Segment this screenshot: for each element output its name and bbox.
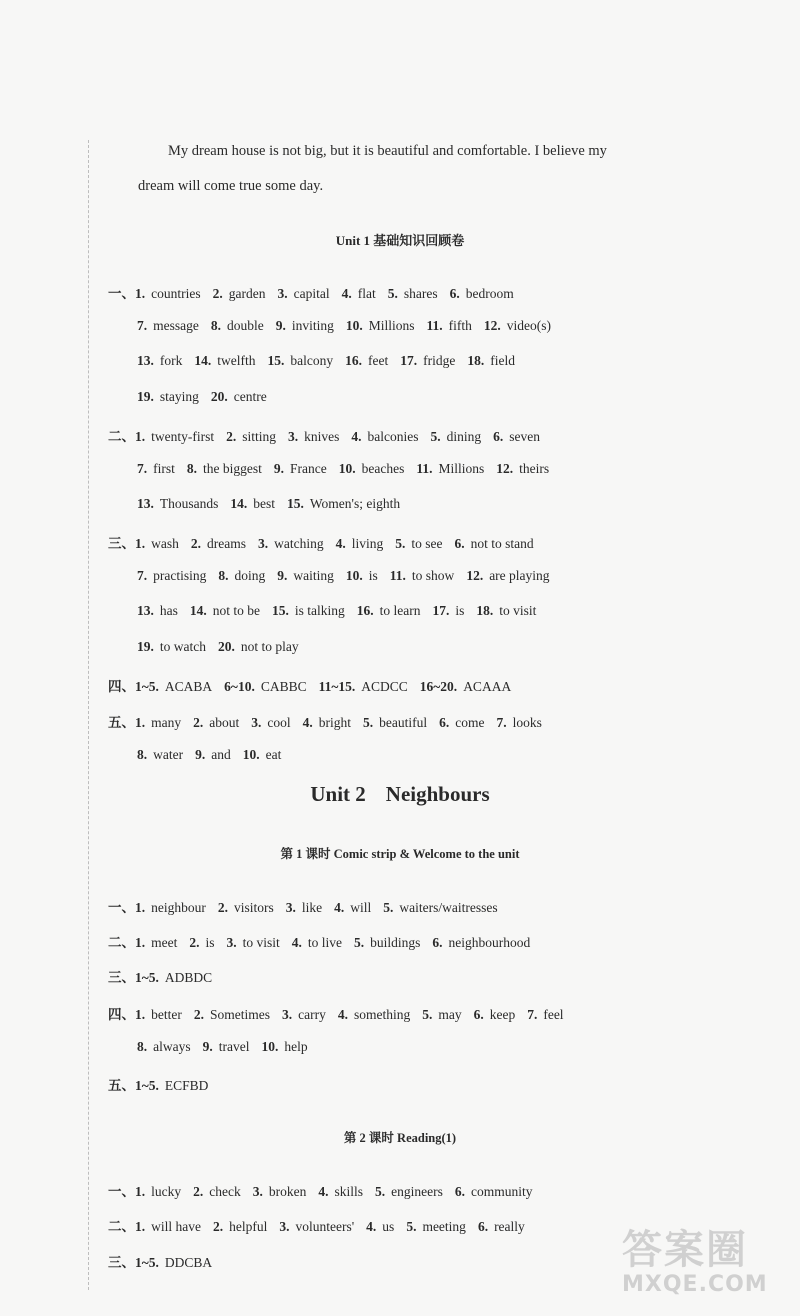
answer-line: [137, 568, 550, 584]
answer-text: not to play: [240, 638, 299, 654]
question-number: 6.: [473, 1007, 484, 1022]
answer-text: staying: [159, 388, 199, 404]
question-number: 1.: [135, 935, 146, 950]
question-number: 9.: [275, 317, 286, 333]
answer-line: [108, 425, 540, 445]
question-number: 1~5.: [135, 970, 159, 985]
answer-line: [108, 282, 514, 302]
section-number: 四、: [108, 1007, 135, 1022]
answer-text: fridge: [423, 353, 456, 368]
question-number: 1.: [135, 536, 146, 551]
question-number: 13.: [137, 353, 154, 368]
section-number: 二、: [108, 1219, 135, 1234]
answer-text: shares: [403, 286, 438, 301]
answer-line: [108, 896, 498, 916]
question-number: 3.: [277, 286, 288, 301]
question-number: 7.: [137, 460, 148, 476]
question-number: 11.: [426, 317, 443, 333]
question-number: 1~5.: [135, 1078, 159, 1093]
question-number: 4.: [366, 1219, 377, 1234]
question-number: 15.: [267, 353, 285, 368]
question-number: 6.: [432, 935, 443, 950]
answer-text: theirs: [519, 460, 550, 476]
answer-text: the biggest: [203, 460, 262, 476]
answer-text: video(s): [506, 317, 552, 333]
question-number: 9.: [273, 460, 284, 476]
answer-text: like: [301, 900, 323, 915]
question-number: 9.: [195, 746, 206, 762]
answer-text: sitting: [242, 429, 277, 444]
answer-text: field: [490, 353, 515, 368]
answer-text: fifth: [448, 317, 472, 333]
answer-text: to live: [307, 935, 343, 950]
answer-text: fork: [159, 353, 183, 368]
section-number: 三、: [108, 536, 135, 551]
watermark-url: MXQE.COM: [622, 1272, 768, 1297]
question-number: 1.: [135, 715, 146, 730]
question-number: 8.: [137, 1038, 148, 1054]
question-number: 9.: [202, 1038, 213, 1054]
answer-text: broken: [268, 1184, 307, 1199]
question-number: 10.: [338, 460, 356, 476]
answer-line: [108, 711, 542, 731]
answer-text: inviting: [291, 317, 334, 333]
answer-text: capital: [293, 286, 330, 301]
intro-line-1: My dream house is not big, but it is beautiful and comfortable. I believe my: [168, 143, 607, 159]
question-number: 1.: [135, 286, 146, 301]
question-number: 20.: [218, 638, 235, 654]
question-number: 19.: [137, 388, 154, 404]
question-number: 3.: [281, 1007, 293, 1022]
question-number: 1.: [135, 1184, 146, 1199]
answer-text: beautiful: [379, 715, 428, 730]
question-number: 10.: [242, 746, 260, 762]
answer-text: bright: [318, 715, 351, 730]
answer-text: wash: [151, 536, 179, 551]
watermark-text: 答案圈: [622, 1227, 748, 1273]
intro-line-2: dream will come true some day.: [138, 178, 324, 194]
section-number: 五、: [108, 715, 135, 730]
answer-text: helpful: [229, 1219, 268, 1234]
answer-text: buildings: [370, 935, 421, 950]
question-number: 6.: [493, 429, 504, 444]
answer-text: help: [284, 1038, 308, 1054]
answer-text: waiting: [293, 567, 334, 583]
question-number: 17.: [432, 603, 450, 618]
answer-text: neighbour: [151, 900, 206, 915]
answer-line: [108, 1215, 525, 1235]
answer-line: [108, 1003, 564, 1023]
answer-text: not to stand: [470, 536, 534, 551]
answer-text: double: [226, 317, 264, 333]
answer-text: CABBC: [260, 679, 307, 694]
answer-line: [137, 639, 299, 655]
question-number: 14.: [189, 603, 207, 618]
answer-text: lucky: [151, 1184, 182, 1199]
answer-text: beaches: [361, 460, 405, 476]
answer-text: watching: [274, 536, 324, 551]
question-number: 2.: [189, 935, 200, 950]
answer-line: [108, 1074, 208, 1094]
question-number: 4.: [334, 900, 345, 915]
answer-text: living: [351, 536, 384, 551]
question-number: 11.: [416, 460, 433, 476]
question-number: 5.: [430, 429, 441, 444]
question-number: 3.: [257, 536, 269, 551]
answer-text: eat: [265, 746, 282, 762]
question-number: 2.: [217, 900, 228, 915]
question-number: 6.: [454, 1184, 465, 1199]
answer-text: flat: [357, 286, 376, 301]
answer-text: dining: [446, 429, 482, 444]
question-number: 1~5.: [135, 1255, 159, 1270]
answer-text: centre: [233, 388, 267, 404]
question-number: 7.: [137, 567, 148, 583]
answer-line: [108, 931, 530, 951]
answer-line: [137, 461, 549, 477]
question-number: 12.: [483, 317, 501, 333]
answer-line: [108, 1251, 212, 1271]
answer-text: really: [494, 1219, 525, 1234]
question-number: 9.: [277, 567, 288, 583]
answer-text: about: [209, 715, 240, 730]
question-number: 1.: [135, 1219, 146, 1234]
answer-text: to see: [411, 536, 443, 551]
answer-text: travel: [218, 1038, 250, 1054]
answer-text: and: [211, 746, 231, 762]
answer-line: [137, 353, 515, 369]
answer-text: is: [205, 935, 215, 950]
answer-text: to show: [411, 567, 455, 583]
answer-text: Sometimes: [209, 1007, 270, 1022]
answer-text: is: [368, 567, 378, 583]
answer-text: ACDCC: [361, 679, 408, 694]
answer-text: is: [455, 603, 465, 618]
answer-line: [108, 966, 212, 986]
question-number: 3.: [279, 1219, 290, 1234]
section-number: 二、: [108, 429, 135, 444]
question-number: 3.: [285, 900, 296, 915]
answer-line: [137, 318, 551, 334]
answer-text: are playing: [489, 567, 550, 583]
question-number: 6.: [477, 1219, 489, 1234]
question-number: 3.: [226, 935, 237, 950]
answer-line: [137, 747, 281, 763]
answer-text: France: [290, 460, 327, 476]
answer-text: carry: [298, 1007, 326, 1022]
unit2-title: [0, 782, 800, 807]
answer-text: Women's; eighth: [309, 496, 401, 511]
answer-text: ACABA: [164, 679, 213, 694]
question-number: 6.: [449, 286, 460, 301]
section-number: 三、: [108, 1255, 135, 1270]
question-number: 3.: [251, 715, 262, 730]
answer-text: garden: [228, 286, 266, 301]
question-number: 18.: [476, 603, 494, 618]
answer-text: twenty-first: [151, 429, 215, 444]
section-number: 一、: [108, 286, 135, 301]
question-number: 1.: [135, 429, 146, 444]
answer-text: ADBDC: [164, 970, 213, 985]
unit1-review-header: Unit 1 基础知识回顾卷: [335, 233, 465, 248]
question-number: 7.: [137, 317, 148, 333]
section-number: 一、: [108, 1184, 135, 1199]
question-number: 2.: [193, 1007, 204, 1022]
question-number: 2.: [193, 1184, 204, 1199]
answer-line: [137, 389, 267, 405]
answer-text: neighbourhood: [448, 935, 531, 950]
answer-text: balcony: [290, 353, 334, 368]
question-number: 15.: [287, 496, 304, 511]
margin-dashed-line: [88, 140, 89, 1290]
answer-text: message: [153, 317, 199, 333]
answer-text: to visit: [242, 935, 280, 950]
question-number: 5.: [383, 900, 394, 915]
answer-text: waiters/waitresses: [399, 900, 498, 915]
answer-text: Millions: [438, 460, 485, 476]
question-number: 7.: [527, 1007, 538, 1022]
question-number: 14.: [194, 353, 212, 368]
question-number: 20.: [210, 388, 228, 404]
question-number: 4.: [337, 1007, 348, 1022]
answer-line: [137, 603, 536, 619]
section-number: 五、: [108, 1078, 135, 1093]
answer-text: is talking: [294, 603, 345, 618]
question-number: 8.: [137, 746, 148, 762]
question-number: 8.: [210, 317, 221, 333]
question-number: 5.: [363, 715, 374, 730]
answer-text: skills: [334, 1184, 363, 1199]
question-number: 2.: [193, 715, 204, 730]
answer-text: visitors: [234, 900, 274, 915]
question-number: 6~10.: [224, 679, 255, 694]
answer-line: [108, 532, 534, 552]
question-number: 4.: [341, 286, 352, 301]
answer-text: countries: [151, 286, 201, 301]
question-number: 4.: [318, 1184, 329, 1199]
answer-text: cool: [267, 715, 291, 730]
question-number: 1~5.: [135, 679, 159, 694]
question-number: 1.: [135, 1007, 146, 1022]
lesson1-header: 第 1 课时 Comic strip & Welcome to the unit: [280, 847, 520, 861]
question-number: 5.: [395, 536, 406, 551]
unit2-label: Unit 2: [310, 782, 366, 806]
answer-text: check: [209, 1184, 241, 1199]
question-number: 16.: [345, 353, 362, 368]
question-number: 6.: [439, 715, 450, 730]
answer-text: balconies: [367, 429, 419, 444]
question-number: 4.: [351, 429, 362, 444]
question-number: 5.: [375, 1184, 386, 1199]
answer-text: to learn: [379, 603, 421, 618]
question-number: 19.: [137, 638, 154, 654]
question-number: 11.: [389, 567, 406, 583]
answer-text: practising: [153, 567, 207, 583]
question-number: 11~15.: [318, 679, 356, 694]
question-number: 10.: [345, 567, 363, 583]
section-number: 三、: [108, 970, 135, 985]
answer-text: engineers: [391, 1184, 443, 1199]
answer-text: feet: [368, 353, 389, 368]
answer-text: to watch: [159, 638, 206, 654]
question-number: 14.: [230, 496, 248, 511]
answer-text: always: [153, 1038, 191, 1054]
answer-text: best: [253, 496, 275, 511]
question-number: 8.: [218, 567, 229, 583]
question-number: 1.: [135, 900, 146, 915]
section-number: 四、: [108, 679, 135, 694]
unit2-name: Neighbours: [385, 782, 490, 806]
section-number: 一、: [108, 900, 135, 915]
answer-text: has: [159, 603, 178, 618]
answer-text: not to be: [212, 603, 260, 618]
question-number: 5.: [422, 1007, 433, 1022]
question-number: 7.: [496, 715, 507, 730]
question-number: 13.: [137, 496, 154, 511]
question-number: 3.: [288, 429, 299, 444]
answer-text: ACAAA: [463, 679, 512, 694]
answer-text: dreams: [207, 536, 246, 551]
answer-text: seven: [509, 429, 541, 444]
answer-text: Thousands: [159, 496, 219, 511]
answer-text: twelfth: [217, 353, 256, 368]
question-number: 2.: [213, 1219, 224, 1234]
section-number: 二、: [108, 935, 135, 950]
question-number: 4.: [302, 715, 313, 730]
question-number: 18.: [467, 353, 485, 368]
question-number: 5.: [406, 1219, 417, 1234]
answer-line: [137, 496, 400, 512]
answer-text: come: [455, 715, 485, 730]
answer-text: meet: [151, 935, 178, 950]
question-number: 17.: [400, 353, 418, 368]
question-number: 6.: [454, 536, 465, 551]
answer-text: may: [438, 1007, 462, 1022]
answer-text: us: [382, 1219, 395, 1234]
question-number: 15.: [272, 603, 289, 618]
question-number: 5.: [387, 286, 398, 301]
answer-text: keep: [489, 1007, 516, 1022]
answer-text: volunteers': [295, 1219, 355, 1234]
answer-text: will have: [151, 1219, 201, 1234]
question-number: 16~20.: [419, 679, 458, 694]
answer-text: knives: [304, 429, 340, 444]
question-number: 2.: [212, 286, 223, 301]
answer-text: ECFBD: [164, 1078, 209, 1093]
question-number: 13.: [137, 603, 154, 618]
question-number: 5.: [354, 935, 365, 950]
answer-text: better: [151, 1007, 182, 1022]
answer-line: [108, 675, 511, 695]
answer-text: DDCBA: [164, 1255, 213, 1270]
question-number: 12.: [466, 567, 484, 583]
answer-text: feel: [543, 1007, 564, 1022]
answer-text: to visit: [499, 603, 537, 618]
question-number: 3.: [252, 1184, 263, 1199]
answer-text: something: [353, 1007, 411, 1022]
answer-line: [137, 1039, 308, 1055]
answer-line: [108, 1180, 532, 1200]
answer-text: looks: [512, 715, 542, 730]
answer-text: doing: [234, 567, 266, 583]
answer-text: meeting: [422, 1219, 466, 1234]
question-number: 10.: [345, 317, 363, 333]
question-number: 2.: [226, 429, 237, 444]
answer-text: first: [153, 460, 175, 476]
question-number: 4.: [335, 536, 346, 551]
answer-text: Millions: [368, 317, 415, 333]
lesson2-header: 第 2 课时 Reading(1): [343, 1131, 457, 1145]
question-number: 10.: [261, 1038, 279, 1054]
question-number: 2.: [190, 536, 201, 551]
answer-text: community: [470, 1184, 533, 1199]
question-number: 12.: [496, 460, 514, 476]
watermark-logo: [622, 1228, 782, 1306]
question-number: 16.: [356, 603, 374, 618]
intro-paragraph: [138, 134, 658, 204]
question-number: 8.: [186, 460, 197, 476]
answer-text: water: [153, 746, 184, 762]
answer-text: bedroom: [465, 286, 514, 301]
answer-text: many: [151, 715, 182, 730]
question-number: 4.: [291, 935, 302, 950]
answer-text: will: [350, 900, 372, 915]
